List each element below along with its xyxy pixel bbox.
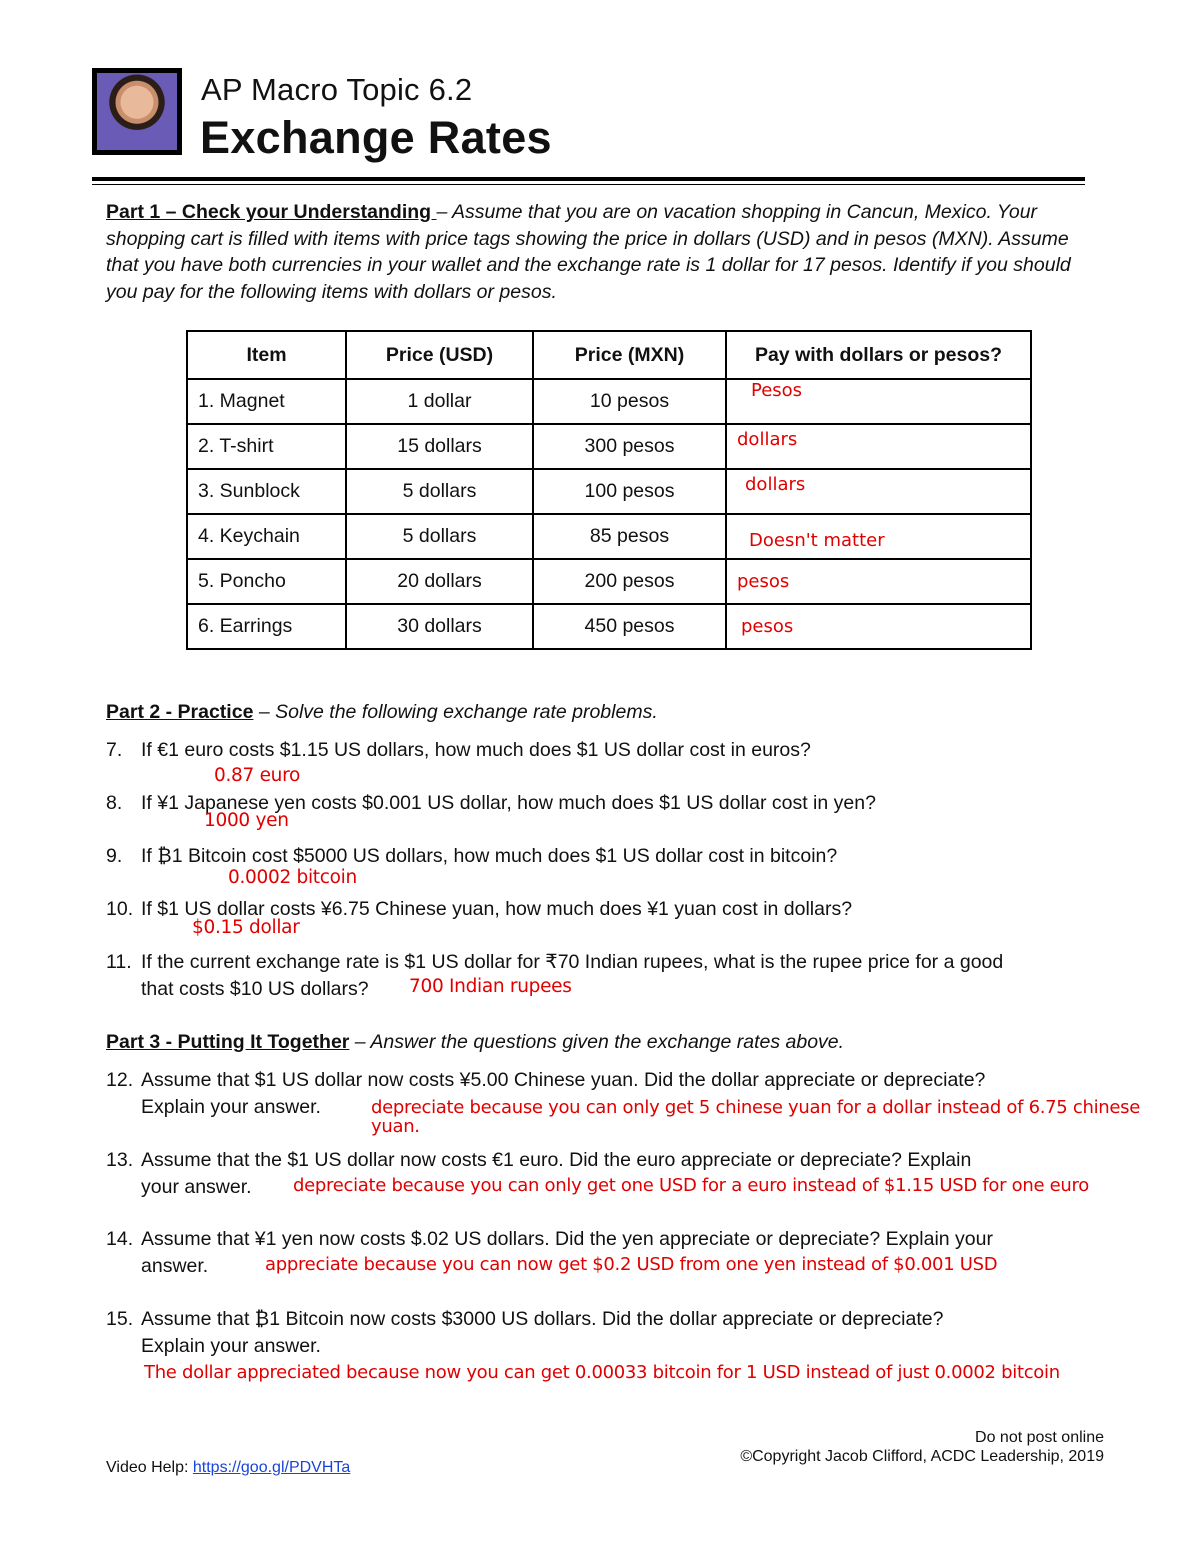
- usd-cell: 1 dollar: [346, 379, 533, 424]
- question-14: 14. Assume that ¥1 yen now costs $.02 US dollars. Did the yen appreciate or depreciate? Explain your answer.: [106, 1228, 993, 1277]
- page-title: Exchange Rates: [200, 112, 552, 163]
- col-header-pay: Pay with dollars or pesos?: [726, 331, 1031, 379]
- answer-9: 0.0002 bitcoin: [228, 867, 357, 888]
- question-11: 11. If the current exchange rate is $1 US dollar for ₹70 Indian rupees, what is the rupee price for a good that costs $10 US dollars?: [106, 951, 1004, 1000]
- topic-label: AP Macro Topic 6.2: [201, 72, 473, 107]
- part1-intro: [106, 199, 1096, 305]
- question-13: 13. Assume that the $1 US dollar now costs €1 euro. Did the euro appreciate or depreciate? Explain your answer.: [106, 1149, 972, 1198]
- part1-instructions: – Assume that you are on vacation shopping in Cancun, Mexico. Your shopping cart is filled with items with price tags showing the price in dollars (USD) and in pesos (MXN). Assume that you have both currencies in your wallet and the exchange rate is 1 dollar for 17 pesos. Identify if you should you pay for the following items with dollars or pesos.: [106, 201, 1071, 303]
- question-7: 7. If €1 euro costs $1.15 US dollars, how much does $1 US dollar cost in euros?: [106, 739, 811, 761]
- table-row: [187, 379, 1031, 424]
- exchange-table: [186, 330, 1032, 650]
- mxn-cell: 10 pesos: [533, 379, 726, 424]
- video-help: Video Help: https://goo.gl/PDVHTa: [106, 1459, 351, 1476]
- question-8: 8. If ¥1 Japanese yen costs $0.001 US dollar, how much does $1 US dollar cost in yen?: [106, 792, 876, 814]
- answer-cell: pesos: [726, 604, 1031, 649]
- item-cell: 5. Poncho: [187, 559, 346, 604]
- table-header-row: [187, 331, 1031, 379]
- part3-instructions: – Answer the questions given the exchange rates above.: [349, 1031, 845, 1053]
- question-15: 15. Assume that ₿1 Bitcoin now costs $3000 US dollars. Did the dollar appreciate or depreciate? Explain your answer.: [106, 1308, 944, 1357]
- usd-cell: 5 dollars: [346, 514, 533, 559]
- question-9: 9. If ₿1 Bitcoin cost $5000 US dollars, how much does $1 US dollar cost in bitcoin?: [106, 845, 838, 867]
- answer-cell: Pesos: [726, 379, 1031, 424]
- video-help-link[interactable]: https://goo.gl/PDVHTa: [192, 1459, 351, 1476]
- answer-10: $0.15 dollar: [192, 917, 300, 938]
- answer-8: 1000 yen: [204, 810, 289, 831]
- usd-cell: 20 dollars: [346, 559, 533, 604]
- answer-15: The dollar appreciated because now you can get 0.00033 bitcoin for 1 USD instead of just 0.0002 bitcoin: [144, 1362, 1060, 1383]
- copyright: ©Copyright Jacob Clifford, ACDC Leadership, 2019: [740, 1448, 1104, 1465]
- header-divider-thin: [92, 184, 1085, 185]
- answer-cell: dollars: [726, 424, 1031, 469]
- item-cell: 6. Earrings: [187, 604, 346, 649]
- part3-heading: Part 3 - Putting It Together: [106, 1031, 350, 1053]
- answer-cell: dollars: [726, 469, 1031, 514]
- question-10: 10. If $1 US dollar costs ¥6.75 Chinese yuan, how much does ¥1 yuan cost in dollars?: [106, 898, 853, 920]
- usd-cell: 5 dollars: [346, 469, 533, 514]
- item-cell: 3. Sunblock: [187, 469, 346, 514]
- answer-14: appreciate because you can now get $0.2 USD from one yen instead of $0.001 USD: [265, 1254, 998, 1275]
- item-cell: 2. T-shirt: [187, 424, 346, 469]
- answer-13: depreciate because you can only get one USD for a euro instead of $1.15 USD for one euro: [293, 1175, 1089, 1196]
- answer-12-cont: yuan.: [371, 1116, 420, 1137]
- table-row: [187, 559, 1031, 604]
- usd-cell: 30 dollars: [346, 604, 533, 649]
- part2-intro: [106, 699, 1096, 726]
- item-cell: 1. Magnet: [187, 379, 346, 424]
- part2-heading: Part 2 - Practice: [106, 701, 254, 723]
- table-row: [187, 514, 1031, 559]
- part3-intro: [106, 1029, 1096, 1056]
- usd-cell: 15 dollars: [346, 424, 533, 469]
- table-row: [187, 469, 1031, 514]
- answer-7: 0.87 euro: [214, 765, 300, 786]
- mxn-cell: 300 pesos: [533, 424, 726, 469]
- col-header-usd: Price (USD): [346, 331, 533, 379]
- part2-instructions: – Solve the following exchange rate problems.: [253, 701, 658, 723]
- col-header-item: Item: [187, 331, 346, 379]
- answer-11: 700 Indian rupees: [409, 976, 572, 997]
- item-cell: 4. Keychain: [187, 514, 346, 559]
- answer-cell: pesos: [726, 559, 1031, 604]
- header-divider: [92, 177, 1085, 181]
- mxn-cell: 200 pesos: [533, 559, 726, 604]
- mxn-cell: 85 pesos: [533, 514, 726, 559]
- col-header-mxn: Price (MXN): [533, 331, 726, 379]
- table-row: [187, 424, 1031, 469]
- question-12: 12. Assume that $1 US dollar now costs ¥5.00 Chinese yuan. Did the dollar appreciate or depreciate? Explain your answer.: [106, 1069, 986, 1118]
- answer-cell: Doesn't matter: [726, 514, 1031, 559]
- answer-12: depreciate because you can only get 5 chinese yuan for a dollar instead of 6.75 chinese: [371, 1097, 1141, 1118]
- mxn-cell: 100 pesos: [533, 469, 726, 514]
- author-photo: [92, 68, 182, 155]
- table-row: [187, 604, 1031, 649]
- part1-heading: Part 1 – Check your Understanding: [106, 201, 437, 223]
- mxn-cell: 450 pesos: [533, 604, 726, 649]
- notice: Do not post online: [975, 1429, 1104, 1446]
